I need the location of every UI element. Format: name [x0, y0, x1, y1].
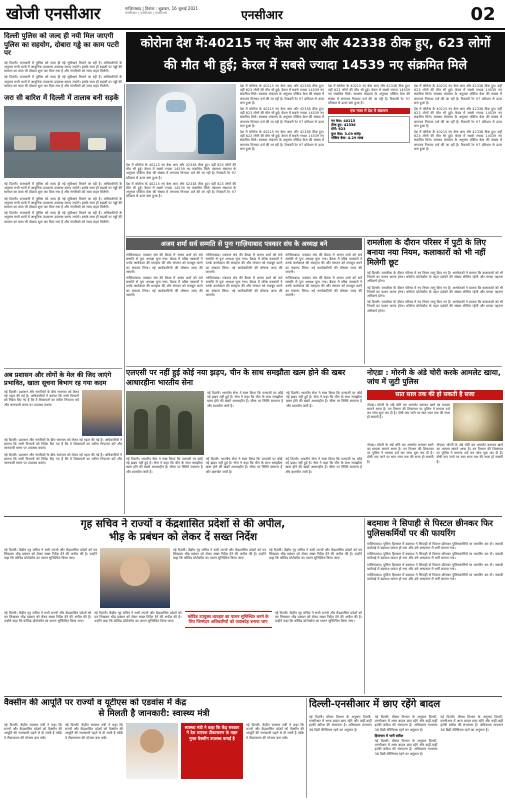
right-story-headline: रामलीला के दौरान परिसर में पुटी के लिए बनाया नया नियम, कलाकारों को भी नहीं मिलेगी छूट — [367, 238, 486, 267]
badmash-story-body: गाज़ियाबाद। पुलिस हिरासत में बदमाश ने सिपाही से पिस्टल छीनकर पुलिसकर्मियों पर फायरिंग कर दी। जवाबी कार्रवाई में बदमाश घायल हो गया और उसे अस्पताल में भर्ती कराया गया। — [367, 541, 503, 551]
home-sec-col3: नई दिल्ली। केंद्रीय गृह सचिव ने सभी राज्यों और केंद्रशासित प्रदेशों को पत्र लिखकर भीड़ प्रबंधन को लेकर सख्त निर्देश देने की अपील की है। उन्होंने कहा कि कोविड प्रोटोकॉल का पालन सुनिश्चित किया जाए। — [269, 548, 362, 561]
right-story-body: नई दिल्ली। रामलीला के दौरान परिसर में नए नियम लागू किए गए हैं। आयोजकों ने बताया कि कलाकारों को भी नियमों का पालन करना होगा। कोरोना प्रोटोकॉल के तहत दर्शकों की संख्या सीमित रहेगी और मास्क पहनना अनिवार्य होगा। — [367, 271, 503, 284]
noida-story-col3: नोएडा। मोरनी के अंडे चोरी कर आमलेट बनाकर खाने का मामला सामने आया है। वन विभाग की शिकायत पर पुलिस ने मामला दर्ज कर जांच शुरू कर दी है। दोषी पाए जाने पर सात साल तक की सजा हो सकती है। — [436, 442, 503, 464]
left-top-body: नई दिल्ली। राजधानी में पुलिस को जल्द ही नई सुविधाएं मिलने जा रही हैं। अधिकारियों के अनुसार सभी थानों में आधुनिक उपकरण उपलब्ध कराए जाएंगे। इसके साथ ही सड़कों पर गड्ढों की मरम्मत का काम भी दोबारा शुरू कर दिया गया है और नागरिकों को जल्द राहत मिलेगी। — [4, 60, 122, 74]
left-top-headline: दिल्ली पुलिस को जल्द ही नयी मिल जाएगी पुलिस का सहयोग, दोबारा गड्ढे का काम पटरी पर — [4, 32, 119, 58]
badmash-story — [367, 518, 503, 694]
page-number: 02 — [470, 4, 496, 25]
home-secretary-headline-1: गृह सचिव ने राज्यों व केंद्रशासित प्रदेशों से की अपील, — [80, 518, 286, 530]
center-story-col3b: गाज़ियाबाद। पत्रकार संघ की बैठक में अजय शर्मा को सर्व सम्मति से पुनः अध्यक्ष चुना गया। बैठक में वरिष्ठ पत्रकारों ने उनके कार्यकाल की सराहना की और संगठन को मजबूत करने का संकल्प लिया। नई कार्यकारिणी की घोषणा जल्द की जाएगी। — [285, 276, 362, 297]
main-story-col4-text: देश में कोरोना के 40215 नए केस आए और 42338 ठीक हुए। वहीं 623 लोगों की मौत भी हुई। केरल में सबसे ज्यादा 14539 नए संक्रमित मिले। स्वास्थ्य मंत्रालय के अनुसार एक्टिव केस की संख्या में लगातार गिरावट दर्ज की जा रही है। रिकवरी रेट 97 प्रतिशत से ऊपर बना हुआ है। — [414, 84, 502, 105]
brand-block — [6, 4, 126, 26]
lac-story-headline: एलएसी पर नहीं हुई कोई नया झड़प, चीन के साथ समझौता खत्म होने की खबर आधारहीनः भारतीय सेना — [126, 368, 346, 387]
weather-subheading: हिमाचल में भारी बारिश — [374, 733, 404, 738]
col-divider-1 — [124, 84, 125, 514]
row-divider-2 — [126, 366, 502, 367]
left-top-body-2: नई दिल्ली। राजधानी में पुलिस को जल्द ही नई सुविधाएं मिलने जा रही हैं। अधिकारियों के अनुसार सभी थानों में आधुनिक उपकरण उपलब्ध कराए जाएंगे। इसके साथ ही सड़कों पर गड्ढों की मरम्मत का काम भी दोबारा शुरू कर दिया गया है और नागरिकों को जल्द राहत मिलेगी। — [4, 182, 122, 195]
weather-col1: नई दिल्ली। मौसम विभाग के अनुसार दिल्ली-एनसीआर में आज बादल छाए रहेंगे और कहीं-कहीं हल्की बारिश की संभावना है। अधिकतम तापमान 36 डिग्री सेल्सियस रहने का अनुमान है। — [309, 715, 372, 732]
lac-story — [126, 368, 362, 498]
weather-col2b: नई दिल्ली। मौसम विभाग के अनुसार दिल्ली-एनसीआर में आज बादल छाए रहेंगे और कहीं-कहीं हल्की बारिश की संभावना है। अधिकतम तापमान 36 डिग्री सेल्सियस रहने का अनुमान है। — [374, 739, 438, 756]
main-story-col2 — [240, 84, 324, 234]
noida-story-col1: नोएडा। मोरनी के अंडे चोरी कर आमलेट बनाकर खाने का मामला सामने आया है। वन विभाग की शिकायत पर पुलिस ने मामला दर्ज कर जांच शुरू कर दी है। दोषी पाए जाने पर सात साल तक की सजा हो सकती है। — [367, 402, 450, 420]
noida-story-subheading: सात साल तक की हो सकती है सजा — [367, 390, 503, 400]
main-story-col2-text-2: देश में कोरोना के 40215 नए केस आए और 42338 ठीक हुए। वहीं 623 लोगों की मौत भी हुई। केरल में सबसे ज्यादा 14539 नए संक्रमित मिले। स्वास्थ्य मंत्रालय के अनुसार एक्टिव केस की संख्या में लगातार गिरावट दर्ज की जा रही है। रिकवरी रेट 97 प्रतिशत से ऊपर बना हुआ है। — [240, 107, 324, 128]
official-portrait — [82, 390, 122, 436]
badmash-story-headline: बदमाश ने सिपाही से पिस्टल छीनकर फिर पुलिसकर्मियों पर की फायरिंग — [367, 518, 493, 539]
main-story-body — [126, 84, 236, 234]
badmash-story-body-4: गाज़ियाबाद। पुलिस हिरासत में बदमाश ने सिपाही से पिस्टल छीनकर पुलिसकर्मियों पर फायरिंग कर दी। जवाबी कार्रवाई में बदमाश घायल हो गया और उसे अस्पताल में भर्ती कराया गया। — [367, 573, 503, 582]
main-headline-line1: कोरोना देश में:40215 नए केस आए और 42338 ठीक हुए, 623 लोगों — [140, 35, 491, 50]
covid-stats-box — [328, 84, 410, 234]
vaccine-story — [4, 698, 304, 798]
ppe-worker-photo — [126, 84, 236, 160]
home-sec-col1: नई दिल्ली। केंद्रीय गृह सचिव ने सभी राज्यों और केंद्रशासित प्रदेशों को पत्र लिखकर भीड़ प्रबंधन को लेकर सख्त निर्देश देने की अपील की है। उन्होंने कहा कि कोविड प्रोटोकॉल का पालन सुनिश्चित किया जाए। — [4, 548, 97, 561]
weather-col3: नई दिल्ली। मौसम विभाग के अनुसार दिल्ली-एनसीआर में आज बादल छाए रहेंगे और कहीं-कहीं हल्की बारिश की संभावना है। अधिकतम तापमान 36 डिग्री सेल्सियस रहने का अनुमान है। — [440, 715, 503, 732]
left-bottom-body-3: नई दिल्ली। प्रशासन और नागरिकों के बीच समन्वय को लेकर नई पहल की गई है। अधिकारियों ने बताया कि सभी विभागों को निर्देश दिए गए हैं कि वे शिकायतों का त्वरित निपटारा करें और जानकारी समय पर उपलब्ध कराएं। — [4, 452, 122, 466]
lac-story-col2: नई दिल्ली। भारतीय सेना ने स्पष्ट किया कि एलएसी पर कोई नई झड़प नहीं हुई है। सेना ने कहा कि चीन के साथ समझौता खत्म होने की खबरें आधारहीन हैं। सीमा पर स्थिति सामान्य है और बातचीत जारी है। — [286, 391, 362, 408]
main-headline-line2: की मौत भी हुई; केरल में सबसे ज्यादा 14539 नए संक्रमित मिले — [164, 57, 467, 72]
lac-story-col3: नई दिल्ली। भारतीय सेना ने स्पष्ट किया कि एलएसी पर कोई नई झड़प नहीं हुई है। सेना ने कहा कि चीन के साथ समझौता खत्म होने की खबरें आधारहीन हैं। सीमा पर स्थिति सामान्य है और बातचीत जारी है। — [126, 457, 203, 474]
brand-name: खोजी एनसीआर — [6, 4, 101, 23]
vaccine-headline-1: वैक्सीन की आपूर्ति पर राज्यों व यूटीएस को एडवांस में केंद्र — [4, 698, 187, 708]
main-story-col2-text-3: देश में कोरोना के 40215 नए केस आए और 42338 ठीक हुए। वहीं 623 लोगों की मौत भी हुई। केरल में सबसे ज्यादा 14539 नए संक्रमित मिले। स्वास्थ्य मंत्रालय के अनुसार एक्टिव केस की संख्या में लगातार गिरावट दर्ज की जा रही है। रिकवरी रेट 97 प्रतिशत से ऊपर बना हुआ है। — [240, 130, 324, 151]
weather-headline: दिल्ली-एनसीआर में छाए रहेंगे बादल — [309, 699, 441, 710]
home-secretary-headline-2: भीड़ के प्रबंधन को लेकर दें सख्त निर्देश — [108, 531, 258, 543]
left-top-body-4: नई दिल्ली। राजधानी में पुलिस को जल्द ही नई सुविधाएं मिलने जा रही हैं। अधिकारियों के अनुसार सभी थानों में आधुनिक उपकरण उपलब्ध कराए जाएंगे। इसके साथ ही सड़कों पर गड्ढों की मरम्मत का काम भी दोबारा शुरू कर दिया गया है और नागरिकों को जल्द राहत मिलेगी। — [4, 211, 122, 224]
weather-story — [309, 698, 503, 798]
section-label: एनसीआर — [241, 8, 283, 22]
masthead — [0, 0, 505, 30]
stat-recovered: ठीक हुए: 42338 — [331, 123, 356, 128]
home-sec-col4: नई दिल्ली। केंद्रीय गृह सचिव ने सभी राज्यों और केंद्रशासित प्रदेशों को पत्र लिखकर भीड़ प्रबंधन को लेकर सख्त निर्देश देने की अपील की है। उन्होंने कहा कि कोविड प्रोटोकॉल का पालन सुनिश्चित किया जाए। — [4, 611, 92, 624]
noida-story-col2: नोएडा। मोरनी के अंडे चोरी कर आमलेट बनाकर खाने का मामला सामने आया है। वन विभाग की शिकायत पर पुलिस ने मामला दर्ज कर जांच शुरू कर दी है। दोषी पाए जाने पर सात साल तक की सजा हो सकती है। — [367, 442, 434, 464]
noida-story-headline: नोएडा : मोरनी के अंडे चोरी करके आमलेट खाया, जांच में जुटी पुलिस — [367, 368, 501, 387]
main-story-col2-text: देश में कोरोना के 40215 नए केस आए और 42338 ठीक हुए। वहीं 623 लोगों की मौत भी हुई। केरल में सबसे ज्यादा 14539 नए संक्रमित मिले। स्वास्थ्य मंत्रालय के अनुसार एक्टिव केस की संख्या में लगातार गिरावट दर्ज की जा रही है। रिकवरी रेट 97 प्रतिशत से ऊपर बना हुआ है। — [240, 84, 324, 105]
right-story-body-2: नई दिल्ली। रामलीला के दौरान परिसर में नए नियम लागू किए गए हैं। आयोजकों ने बताया कि कलाकारों को भी नियमों का पालन करना होगा। कोरोना प्रोटोकॉल के तहत दर्शकों की संख्या सीमित रहेगी और मास्क पहनना अनिवार्य होगा। — [367, 285, 503, 299]
health-minister-portrait — [126, 723, 178, 779]
row-divider-4 — [4, 696, 502, 697]
home-sec-col2: नई दिल्ली। केंद्रीय गृह सचिव ने सभी राज्यों और केंद्रशासित प्रदेशों को पत्र लिखकर भीड़ प्रबंधन को लेकर सख्त निर्देश देने की अपील की है। उन्होंने कहा कि कोविड प्रोटोकॉल का पालन सुनिश्चित किया जाए। — [173, 548, 266, 561]
vaccine-col1: नई दिल्ली। केंद्रीय स्वास्थ्य मंत्री ने कहा कि राज्यों और केंद्रशासित प्रदेशों को वैक्सीन की आपूर्ति की जानकारी पहले से दी जाती है ताकि वे टीकाकरण की योजना बना सकें। — [4, 723, 62, 740]
left-top-body-repeat: नई दिल्ली। राजधानी में पुलिस को जल्द ही नई सुविधाएं मिलने जा रही हैं। अधिकारियों के अनुसार सभी थानों में आधुनिक उपकरण उपलब्ध कराए जाएंगे। इसके साथ ही सड़कों पर गड्ढों की मरम्मत का काम भी दोबारा शुरू कर दिया गया है और नागरिकों को जल्द राहत मिलेगी। — [4, 75, 122, 88]
stats-box-title: एक नजर में देश में संक्रमण — [328, 108, 410, 114]
right-story — [367, 238, 503, 364]
center-story-col3: गाज़ियाबाद। पत्रकार संघ की बैठक में अजय शर्मा को सर्व सम्मति से पुनः अध्यक्ष चुना गया। बैठक में वरिष्ठ पत्रकारों ने उनके कार्यकाल की सराहना की और संगठन को मजबूत करने का संकल्प लिया। नई कार्यकारिणी की घोषणा जल्द की जाएगी। — [285, 253, 362, 274]
center-story-col1b: गाज़ियाबाद। पत्रकार संघ की बैठक में अजय शर्मा को सर्व सम्मति से पुनः अध्यक्ष चुना गया। बैठक में वरिष्ठ पत्रकारों ने उनके कार्यकाल की सराहना की और संगठन को मजबूत करने का संकल्प लिया। नई कार्यकारिणी की घोषणा जल्द की जाएगी। — [126, 276, 203, 297]
left-top-body-3: नई दिल्ली। राजधानी में पुलिस को जल्द ही नई सुविधाएं मिलने जा रही हैं। अधिकारियों के अनुसार सभी थानों में आधुनिक उपकरण उपलब्ध कराए जाएंगे। इसके साथ ही सड़कों पर गड्ढों की मरम्मत का काम भी दोबारा शुरू कर दिया गया है और नागरिकों को जल्द राहत मिलेगी। — [4, 196, 122, 210]
main-story-text: देश में कोरोना के 40215 नए केस आए और 42338 ठीक हुए। वहीं 623 लोगों की मौत भी हुई। केरल में सबसे ज्यादा 14539 नए संक्रमित मिले। स्वास्थ्य मंत्रालय के अनुसार एक्टिव केस की संख्या में लगातार गिरावट दर्ज की जा रही है। रिकवरी रेट 97 प्रतिशत से ऊपर बना हुआ है। — [126, 163, 236, 180]
col-divider-3 — [364, 518, 365, 694]
left-bottom-col1: नई दिल्ली। प्रशासन और नागरिकों के बीच समन्वय को लेकर नई पहल की गई है। अधिकारियों ने बताया कि सभी विभागों को निर्देश दिए गए हैं कि वे शिकायतों का त्वरित निपटारा करें और जानकारी समय पर उपलब्ध कराएं। — [4, 390, 79, 407]
right-story-body-3: नई दिल्ली। रामलीला के दौरान परिसर में नए नियम लागू किए गए हैं। आयोजकों ने बताया कि कलाकारों को भी नियमों का पालन करना होगा। कोरोना प्रोटोकॉल के तहत दर्शकों की संख्या सीमित रहेगी और मास्क पहनना अनिवार्य होगा। — [367, 300, 503, 313]
center-story-col1: गाज़ियाबाद। पत्रकार संघ की बैठक में अजय शर्मा को सर्व सम्मति से पुनः अध्यक्ष चुना गया। बैठक में वरिष्ठ पत्रकारों ने उनके कार्यकाल की सराहना की और संगठन को मजबूत करने का संकल्प लिया। नई कार्यकारिणी की घोषणा जल्द की जाएगी। — [126, 253, 203, 274]
main-story-col4-text-2: देश में कोरोना के 40215 नए केस आए और 42338 ठीक हुए। वहीं 623 लोगों की मौत भी हुई। केरल में सबसे ज्यादा 14539 नए संक्रमित मिले। स्वास्थ्य मंत्रालय के अनुसार एक्टिव केस की संख्या में लगातार गिरावट दर्ज की जा रही है। रिकवरी रेट 97 प्रतिशत से ऊपर बना हुआ है। — [414, 107, 502, 128]
vaccine-col3: नई दिल्ली। केंद्रीय स्वास्थ्य मंत्री ने कहा कि राज्यों और केंद्रशासित प्रदेशों को वैक्सीन की आपूर्ति की जानकारी पहले से दी जाती है ताकि वे टीकाकरण की योजना बना सकें। — [246, 723, 304, 740]
lac-story-col5: नई दिल्ली। भारतीय सेना ने स्पष्ट किया कि एलएसी पर कोई नई झड़प नहीं हुई है। सेना ने कहा कि चीन के साथ समझौता खत्म होने की खबरें आधारहीन हैं। सीमा पर स्थिति सामान्य है और बातचीत जारी है। — [285, 457, 362, 474]
left-bottom-story — [4, 368, 122, 514]
stat-total: कुल केस: 3.09 करोड़ — [331, 131, 361, 136]
left-top-photo-caption: जरा सी बारिश में दिल्ली में तालाब बनी सड़कें — [4, 94, 119, 102]
col-divider-2 — [364, 238, 365, 364]
main-story-col4-text-3: देश में कोरोना के 40215 नए केस आए और 42338 ठीक हुए। वहीं 623 लोगों की मौत भी हुई। केरल में सबसे ज्यादा 14539 नए संक्रमित मिले। स्वास्थ्य मंत्रालय के अनुसार एक्टिव केस की संख्या में लगातार गिरावट दर्ज की जा रही है। रिकवरी रेट 97 प्रतिशत से ऊपर बना हुआ है। — [414, 130, 502, 151]
stat-active: एक्टिव केस: 4.29 लाख — [331, 135, 364, 140]
main-headline-block — [126, 32, 505, 82]
masthead-rule — [0, 28, 505, 30]
left-bottom-body-2: नई दिल्ली। प्रशासन और नागरिकों के बीच समन्वय को लेकर नई पहल की गई है। अधिकारियों ने बताया कि सभी विभागों को निर्देश दिए गए हैं कि वे शिकायतों का त्वरित निपटारा करें और जानकारी समय पर उपलब्ध कराएं। — [4, 438, 122, 451]
lac-story-col4: नई दिल्ली। भारतीय सेना ने स्पष्ट किया कि एलएसी पर कोई नई झड़प नहीं हुई है। सेना ने कहा कि चीन के साथ समझौता खत्म होने की खबरें आधारहीन हैं। सीमा पर स्थिति सामान्य है और बातचीत जारी है। — [205, 457, 283, 474]
main-story-col4 — [414, 84, 502, 234]
vaccine-col2: नई दिल्ली। केंद्रीय स्वास्थ्य मंत्री ने कहा कि राज्यों और केंद्रशासित प्रदेशों को वैक्सीन की आपूर्ति की जानकारी पहले से दी जाती है ताकि वे टीकाकरण की योजना बना सकें। — [65, 723, 123, 740]
center-story-col2b: गाज़ियाबाद। पत्रकार संघ की बैठक में अजय शर्मा को सर्व सम्मति से पुनः अध्यक्ष चुना गया। बैठक में वरिष्ठ पत्रकारों ने उनके कार्यकाल की सराहना की और संगठन को मजबूत करने का संकल्प लिया। नई कार्यकारिणी की घोषणा जल्द की जाएगी। — [205, 276, 283, 297]
badmash-story-body-2: गाज़ियाबाद। पुलिस हिरासत में बदमाश ने सिपाही से पिस्टल छीनकर पुलिसकर्मियों पर फायरिंग कर दी। जवाबी कार्रवाई में बदमाश घायल हो गया और उसे अस्पताल में भर्ती कराया गया। — [367, 552, 503, 561]
flooded-street-photo — [4, 106, 122, 178]
stats-list — [328, 116, 410, 143]
badmash-story-body-3: गाज़ियाबाद। पुलिस हिरासत में बदमाश ने सिपाही से पिस्टल छीनकर पुलिसकर्मियों पर फायरिंग कर दी। जवाबी कार्रवाई में बदमाश घायल हो गया और उसे अस्पताल में भर्ती कराया गया। — [367, 562, 503, 571]
weather-col2: नई दिल्ली। मौसम विभाग के अनुसार दिल्ली-एनसीआर में आज बादल छाए रहेंगे और कहीं-कहीं हल्की बारिश की संभावना है। अधिकतम तापमान 36 डिग्री सेल्सियस रहने का अनुमान है। — [374, 715, 438, 732]
center-story-headline: अजय शर्मा सर्व सम्मति से पुनः गाज़ियाबाद पत्रकार संघ के अध्यक्ष बने — [126, 238, 362, 250]
center-story-col2: गाज़ियाबाद। पत्रकार संघ की बैठक में अजय शर्मा को सर्व सम्मति से पुनः अध्यक्ष चुना गया। बैठक में वरिष्ठ पत्रकारों ने उनके कार्यकाल की सराहना की और संगठन को मजबूत करने का संकल्प लिया। नई कार्यकारिणी की घोषणा जल्द की जाएगी। — [205, 253, 283, 274]
row-divider-3 — [4, 516, 502, 517]
lac-story-col1: नई दिल्ली। भारतीय सेना ने स्पष्ट किया कि एलएसी पर कोई नई झड़प नहीं हुई है। सेना ने कहा कि चीन के साथ समझौता खत्म होने की खबरें आधारहीन हैं। सीमा पर स्थिति सामान्य है और बातचीत जारी है। — [207, 391, 283, 408]
home-secretary-portrait — [100, 548, 170, 608]
row-divider-1 — [126, 236, 502, 237]
noida-story — [367, 368, 503, 514]
home-secretary-story — [4, 518, 362, 694]
home-sec-pull-quote: कोविड उपयुक्त व्यवहार का पालन सुनिश्चित करने के लिए जिम्मेदार अधिकारियों को जवाबदेह बनाया जाए — [185, 611, 272, 628]
stat-new-cases: नए केस: 40215 — [331, 119, 356, 124]
col-divider-4 — [306, 698, 307, 798]
stats-intro: देश में कोरोना के 40215 नए केस आए और 42338 ठीक हुए। वहीं 623 लोगों की मौत भी हुई। केरल में सबसे ज्यादा 14539 नए संक्रमित मिले। स्वास्थ्य मंत्रालय के अनुसार एक्टिव केस की संख्या में लगातार गिरावट दर्ज की जा रही है। रिकवरी रेट 97 प्रतिशत से ऊपर बना हुआ है। — [328, 84, 410, 105]
vaccine-headline-2: से मिलती है जानकारी: स्वास्थ्य मंत्री — [98, 709, 210, 719]
vaccine-pull-quote: स्वास्थ्य मंत्री ने कहा कि केंद्र सरकार ने देश व्यापक टीकाकरण के तहत मुफ्त वैक्सीन उपलब्ध कराई है — [181, 723, 243, 779]
left-top-story — [4, 32, 122, 362]
peacock-eggs-photo — [453, 403, 503, 441]
home-sec-col6: नई दिल्ली। केंद्रीय गृह सचिव ने सभी राज्यों और केंद्रशासित प्रदेशों को पत्र लिखकर भीड़ प्रबंधन को लेकर सख्त निर्देश देने की अपील की है। उन्होंने कहा कि कोविड प्रोटोकॉल का पालन सुनिश्चित किया जाए। — [274, 611, 362, 624]
left-bottom-headline: अब प्रशासन और लोगों के मेल की जिद जाएंगे प्रभावित, खाता सूचना बिभाग रह गया कदम — [4, 371, 112, 387]
dateline: गाज़ियाबाद | दिनांक : शुक्रवार, 16 जुलाई 2021 एनसीआर | एनसीआर | एनसीआर — [125, 6, 199, 15]
main-story-text-2: देश में कोरोना के 40215 नए केस आए और 42338 ठीक हुए। वहीं 623 लोगों की मौत भी हुई। केरल में सबसे ज्यादा 14539 नए संक्रमित मिले। स्वास्थ्य मंत्रालय के अनुसार एक्टिव केस की संख्या में लगातार गिरावट दर्ज की जा रही है। रिकवरी रेट 97 प्रतिशत से ऊपर बना हुआ है। — [126, 181, 236, 199]
army-soldiers-photo — [126, 391, 204, 455]
center-story — [126, 238, 362, 364]
stat-deaths: मौतें: 623 — [331, 127, 346, 132]
home-sec-col5: नई दिल्ली। केंद्रीय गृह सचिव ने सभी राज्यों और केंद्रशासित प्रदेशों को पत्र लिखकर भीड़ प्रबंधन को लेकर सख्त निर्देश देने की अपील की है। उन्होंने कहा कि कोविड प्रोटोकॉल का पालन सुनिश्चित किया जाए। — [94, 611, 182, 624]
